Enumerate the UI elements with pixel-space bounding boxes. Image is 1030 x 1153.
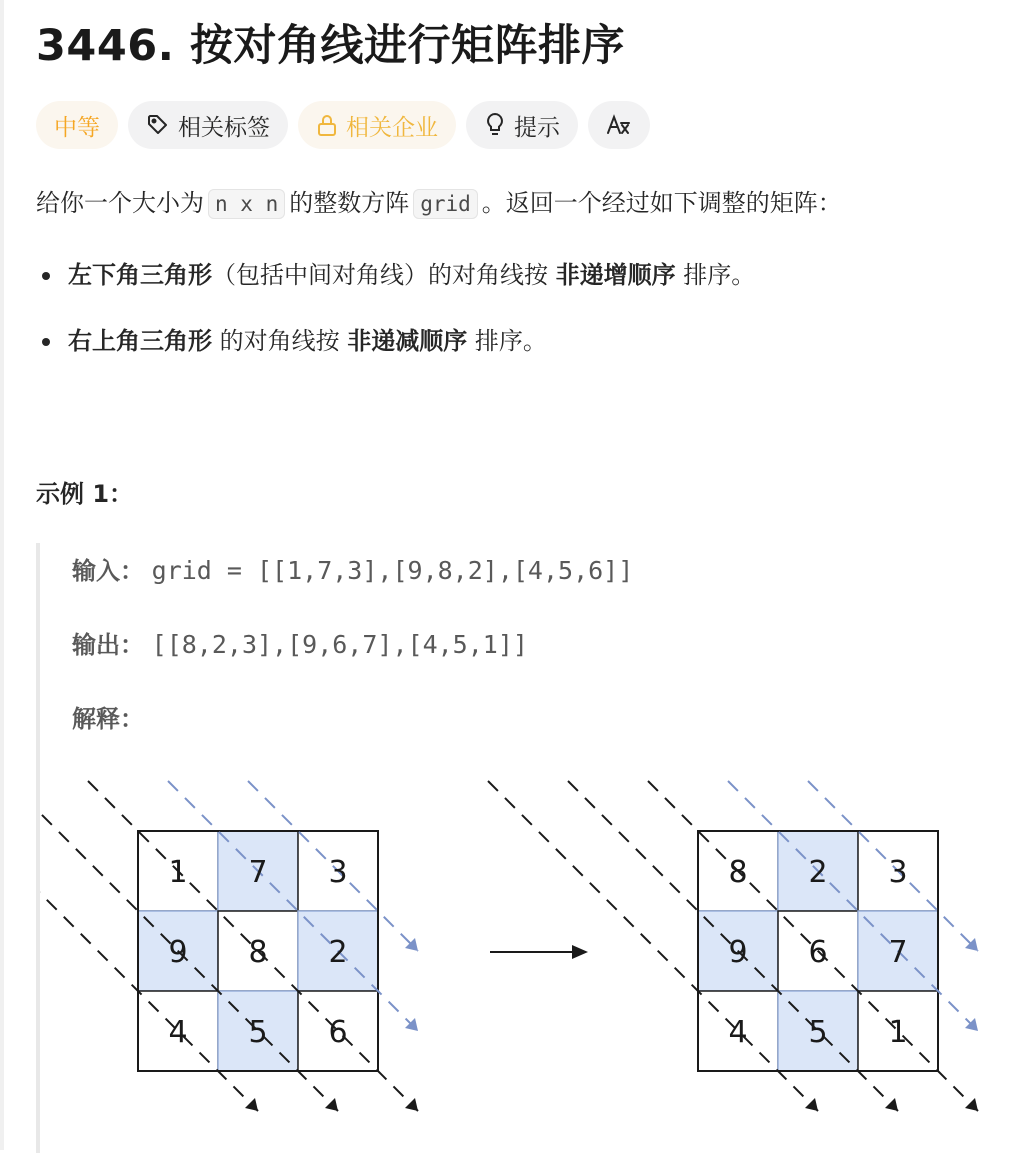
difficulty-tag[interactable]: [36, 101, 118, 149]
difficulty-label: 中等: [54, 114, 100, 141]
translate-icon: [606, 113, 632, 137]
related-topics-tag[interactable]: [128, 101, 288, 149]
after-grid-cell-value: 5: [808, 1015, 828, 1050]
lock-icon: [316, 113, 338, 137]
related-companies-tag[interactable]: [298, 101, 456, 149]
output-label: 输出：: [72, 631, 144, 659]
code-n-x-n: n x n: [208, 189, 285, 219]
after-grid-cell-value: 4: [728, 1015, 748, 1050]
related-companies-label: 相关企业: [346, 114, 438, 141]
input-value: grid = [[1,7,3],[9,8,2],[4,5,6]]: [151, 556, 634, 585]
before-grid-cell-value: 5: [248, 1015, 268, 1050]
tag-icon: [146, 113, 170, 137]
before-grid-cell-value: 8: [248, 935, 268, 970]
before-grid-cell-value: 7: [248, 855, 268, 890]
after-grid-cell-value: 2: [808, 855, 828, 890]
after-grid-cell-value: 9: [728, 935, 748, 970]
transform-arrow-head: [572, 945, 588, 959]
hint-label: 提示: [514, 114, 560, 141]
related-topics-label: 相关标签: [178, 114, 270, 141]
input-label: 输入：: [72, 557, 144, 585]
statement-text: 的整数方阵: [289, 189, 410, 217]
explanation-label: 解释：: [72, 705, 144, 733]
rules-list: [36, 255, 755, 387]
before-grid-diagonal-arrow: [405, 1098, 418, 1111]
hint-tag[interactable]: [466, 101, 578, 149]
output-value: [[8,2,3],[9,6,7],[4,5,1]]: [151, 630, 528, 659]
after-grid-cell-value: 7: [888, 935, 908, 970]
before-grid-cell-value: 4: [168, 1015, 188, 1050]
explanation-figure: [40, 543, 996, 1153]
after-grid-diagonal-arrow: [885, 1098, 898, 1111]
problem-title: 3446. 按对角线进行矩阵排序: [36, 21, 625, 71]
before-grid-diagonal-arrow: [245, 1098, 258, 1111]
translate-button[interactable]: [588, 101, 650, 149]
tag-bar: [36, 101, 650, 149]
statement-text: 。返回一个经过如下调整的矩阵：: [481, 189, 842, 217]
after-grid-diagonal-arrow: [805, 1098, 818, 1111]
rule-item: 右上角三角形 的对角线按 非递减顺序 排序。: [36, 321, 755, 361]
example-block: [36, 543, 1000, 1153]
after-grid-cell-value: 8: [728, 855, 748, 890]
before-grid-cell-value: 3: [328, 855, 348, 890]
before-grid-cell-value: 6: [328, 1015, 348, 1050]
after-grid-cell-value: 3: [888, 855, 908, 890]
after-grid-cell-value: 6: [808, 935, 828, 970]
before-grid-diagonal-arrow: [325, 1098, 338, 1111]
after-grid-cell-value: 1: [888, 1015, 908, 1050]
before-grid-cell-value: 1: [168, 855, 188, 890]
code-grid: grid: [413, 189, 478, 219]
problem-statement: [36, 183, 842, 224]
rule-item: 左下角三角形（包括中间对角线）的对角线按 非递增顺序 排序。: [36, 255, 755, 295]
statement-text: 给你一个大小为: [36, 189, 204, 217]
lightbulb-icon: [484, 112, 506, 138]
left-border: [0, 0, 4, 1150]
before-grid-cell-value: 2: [328, 935, 348, 970]
before-grid-cell-value: 9: [168, 935, 188, 970]
example-title: 示例 1：: [36, 480, 134, 508]
after-grid-diagonal-arrow: [965, 1098, 978, 1111]
